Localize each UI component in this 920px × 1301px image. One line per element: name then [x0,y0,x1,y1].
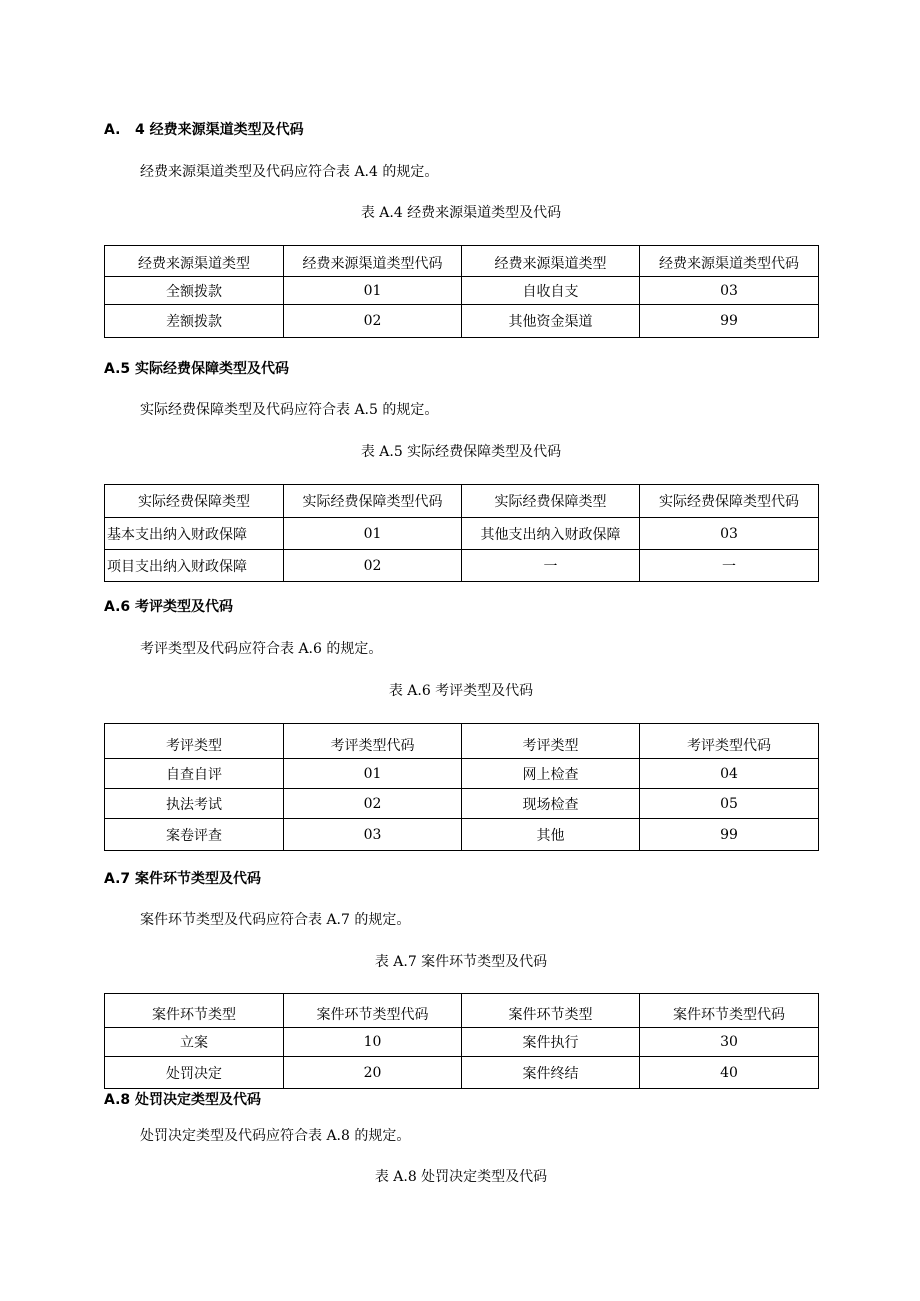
table-row [105,819,819,851]
section-paragraph-a6: 考评类型及代码应符合表 A.6 的规定。 [140,641,383,657]
table-cell: 其他资金渠道 [462,305,640,338]
table-row [105,1057,819,1089]
table-cell: 02 [284,305,462,338]
header-cell: 考评类型代码 [284,724,462,759]
table-row [105,789,819,819]
table-row [105,277,819,305]
table-cell: 案件终结 [462,1057,640,1089]
table-row [105,759,819,789]
table-cell: 案卷评查 [105,819,284,851]
section-paragraph-a7: 案件环节类型及代码应符合表 A.7 的规定。 [140,912,411,928]
table-cell: 全额拨款 [105,277,284,305]
table-cell: 99 [640,819,819,851]
table-header-row [105,724,819,759]
table-row [105,1028,819,1057]
section-heading-a6: A.6 考评类型及代码 [104,599,234,615]
table-a4 [104,245,819,338]
section-heading-a5: A.5 实际经费保障类型及代码 [104,361,290,377]
header-cell: 经费来源渠道类型 [462,246,640,277]
table-cell: 04 [640,759,819,789]
header-cell: 实际经费保障类型代码 [640,485,819,518]
header-cell: 经费来源渠道类型 [105,246,284,277]
header-cell: 案件环节类型 [105,994,284,1028]
table-header-row [105,485,819,518]
table-cell: 01 [284,518,462,550]
table-a7 [104,993,819,1089]
table-cell: 自查自评 [105,759,284,789]
table-cell: 网上检查 [462,759,640,789]
header-cell: 实际经费保障类型代码 [284,485,462,518]
table-cell: 20 [284,1057,462,1089]
table-caption-a4: 表 A.4 经费来源渠道类型及代码 [360,205,562,221]
header-cell: 实际经费保障类型 [105,485,284,518]
table-caption-a7: 表 A.7 案件环节类型及代码 [374,954,548,970]
table-cell: 执法考试 [105,789,284,819]
table-header-row [105,994,819,1028]
table-cell: 02 [284,789,462,819]
table-cell: 自收自支 [462,277,640,305]
table-row [105,305,819,338]
table-caption-a6: 表 A.6 考评类型及代码 [388,683,534,699]
table-a5 [104,484,819,582]
table-cell: 其他 [462,819,640,851]
table-cell: 项目支出纳入财政保障 [105,550,284,582]
header-cell: 经费来源渠道类型代码 [284,246,462,277]
table-cell: 02 [284,550,462,582]
header-cell: 考评类型 [105,724,284,759]
table-cell: 01 [284,759,462,789]
table-cell: 10 [284,1028,462,1057]
table-cell: 03 [640,277,819,305]
table-cell: 03 [640,518,819,550]
table-cell: 基本支出纳入财政保障 [105,518,284,550]
section-heading-a4: A. 4 经费来源渠道类型及代码 [104,122,304,138]
section-heading-a7: A.7 案件环节类型及代码 [104,871,262,887]
table-cell: 03 [284,819,462,851]
table-cell: 处罚决定 [105,1057,284,1089]
table-caption-a5: 表 A.5 实际经费保障类型及代码 [360,444,562,460]
table-cell: 40 [640,1057,819,1089]
table-cell: 立案 [105,1028,284,1057]
table-cell: 一 [640,550,819,582]
section-paragraph-a5: 实际经费保障类型及代码应符合表 A.5 的规定。 [140,402,439,418]
table-cell: 一 [462,550,640,582]
header-cell: 经费来源渠道类型代码 [640,246,819,277]
header-cell: 实际经费保障类型 [462,485,640,518]
header-cell: 案件环节类型代码 [284,994,462,1028]
table-cell: 05 [640,789,819,819]
table-caption-a8: 表 A.8 处罚决定类型及代码 [374,1169,548,1185]
table-header-row [105,246,819,277]
table-row [105,550,819,582]
table-cell: 差额拨款 [105,305,284,338]
section-heading-a8: A.8 处罚决定类型及代码 [104,1092,262,1108]
table-row [105,518,819,550]
header-cell: 考评类型代码 [640,724,819,759]
section-paragraph-a8: 处罚决定类型及代码应符合表 A.8 的规定。 [140,1128,411,1144]
table-cell: 30 [640,1028,819,1057]
table-a6 [104,723,819,851]
table-cell: 其他支出纳入财政保障 [462,518,640,550]
header-cell: 案件环节类型 [462,994,640,1028]
section-paragraph-a4: 经费来源渠道类型及代码应符合表 A.4 的规定。 [140,164,439,180]
header-cell: 案件环节类型代码 [640,994,819,1028]
table-cell: 01 [284,277,462,305]
header-cell: 考评类型 [462,724,640,759]
table-cell: 案件执行 [462,1028,640,1057]
table-cell: 99 [640,305,819,338]
table-cell: 现场检查 [462,789,640,819]
